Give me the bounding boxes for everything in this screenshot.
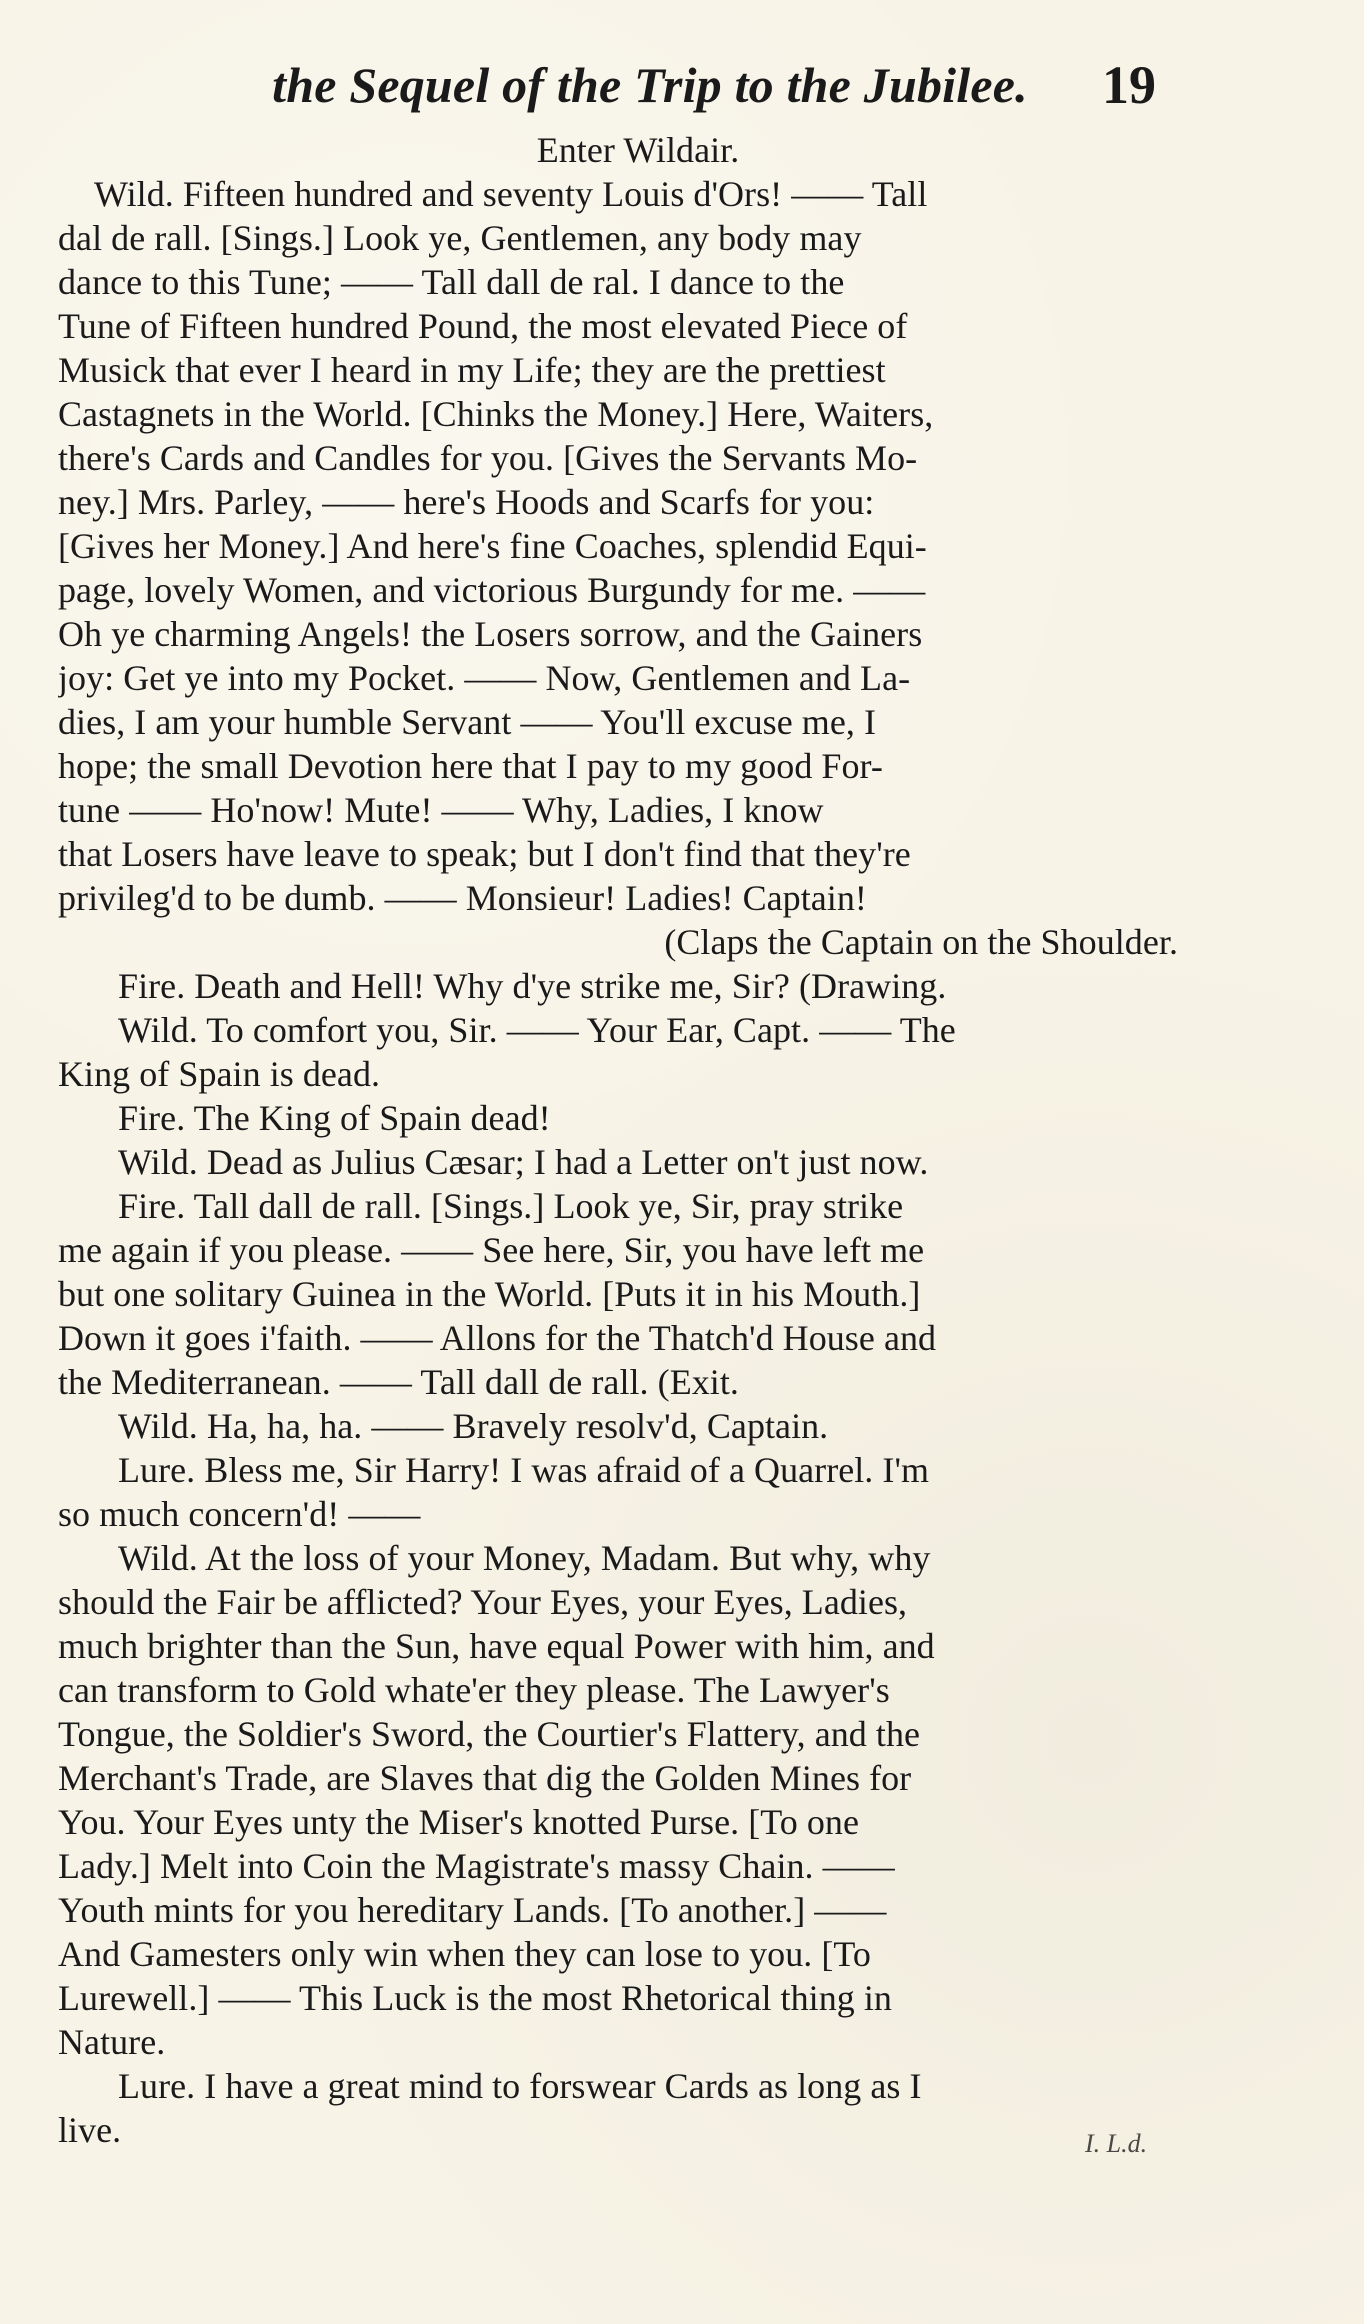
text-line: joy: Get ye into my Pocket. —— Now, Gentlemen and La- bbox=[58, 658, 911, 698]
text-line: dance to this Tune; —— Tall dall de ral. I dance to the bbox=[58, 262, 845, 302]
text-line: Wild. Dead as Julius Cæsar; I had a Letter on't just now. bbox=[118, 1142, 929, 1182]
text-line: You. Your Eyes unty the Miser's knotted Purse. [To one bbox=[58, 1802, 860, 1842]
text-line: Tongue, the Soldier's Sword, the Courtier's Flattery, and the bbox=[58, 1714, 921, 1754]
text-line: can transform to Gold whate'er they please. The Lawyer's bbox=[58, 1670, 890, 1710]
text-line: Youth mints for you hereditary Lands. [To another.] —— bbox=[58, 1890, 887, 1930]
text-line: Wild. At the loss of your Money, Madam. But why, why bbox=[118, 1538, 931, 1578]
text-line: dies, I am your humble Servant —— You'll excuse me, I bbox=[58, 702, 877, 742]
text-line: hope; the small Devotion here that I pay to my good For- bbox=[58, 746, 883, 786]
text-line: And Gamesters only win when they can lose to you. [To bbox=[58, 1934, 871, 1974]
text-line: Oh ye charming Angels! the Losers sorrow, and the Gainers bbox=[58, 614, 923, 654]
text-line: Lurewell.] —— This Luck is the most Rhetorical thing in bbox=[58, 1978, 892, 2018]
text-line: Enter Wildair. bbox=[536, 130, 740, 170]
running-head: the Sequel of the Trip to the Jubilee. bbox=[272, 57, 1028, 113]
text-line: much brighter than the Sun, have equal Power with him, and bbox=[58, 1626, 935, 1666]
text-line: Wild. Ha, ha, ha. —— Bravely resolv'd, Captain. bbox=[118, 1406, 829, 1446]
page-number: 19 bbox=[1102, 55, 1156, 115]
text-line: there's Cards and Candles for you. [Gives the Servants Mo- bbox=[58, 438, 918, 478]
text-line: Lure. Bless me, Sir Harry! I was afraid of a Quarrel. I'm bbox=[118, 1450, 930, 1490]
text-line: page, lovely Women, and victorious Burgundy for me. —— bbox=[58, 570, 926, 610]
text-line: live. bbox=[58, 2110, 122, 2150]
text-line: Lure. I have a great mind to forswear Cards as long as I bbox=[118, 2066, 922, 2106]
text-line: Tune of Fifteen hundred Pound, the most elevated Piece of bbox=[58, 306, 908, 346]
text-line: privileg'd to be dumb. —— Monsieur! Ladies! Captain! bbox=[58, 878, 867, 918]
text-line: Fire. Death and Hell! Why d'ye strike me, Sir? (Drawing. bbox=[118, 966, 947, 1006]
text-line: Musick that ever I heard in my Life; they are the prettiest bbox=[58, 350, 886, 390]
page-header bbox=[0, 55, 1364, 125]
text-line: Wild. To comfort you, Sir. —— Your Ear, Capt. —— The bbox=[118, 1010, 956, 1050]
text-line: dal de rall. [Sings.] Look ye, Gentlemen, any body may bbox=[58, 218, 862, 258]
text-line: [Gives her Money.] And here's fine Coaches, splendid Equi- bbox=[58, 526, 927, 566]
text-line: should the Fair be afflicted? Your Eyes, your Eyes, Ladies, bbox=[58, 1582, 908, 1622]
text-line: Fire. The King of Spain dead! bbox=[118, 1098, 551, 1138]
text-line: Wild. Fifteen hundred and seventy Louis d'Ors! —— Tall bbox=[94, 174, 928, 214]
text-line: so much concern'd! —— bbox=[58, 1494, 421, 1534]
text-line: Down it goes i'faith. —— Allons for the Thatch'd House and bbox=[58, 1318, 937, 1358]
text-line: that Losers have leave to speak; but I don't find that they're bbox=[58, 834, 911, 874]
text-line: King of Spain is dead. bbox=[58, 1054, 381, 1094]
text-line: Castagnets in the World. [Chinks the Money.] Here, Waiters, bbox=[58, 394, 934, 434]
catchword: I. L.d. bbox=[1085, 2129, 1148, 2158]
text-line: ney.] Mrs. Parley, —— here's Hoods and Scarfs for you: bbox=[58, 482, 875, 522]
text-line: Nature. bbox=[58, 2022, 166, 2062]
text-line: Merchant's Trade, are Slaves that dig the Golden Mines for bbox=[58, 1758, 912, 1798]
text-line: Lady.] Melt into Coin the Magistrate's massy Chain. —— bbox=[58, 1846, 895, 1886]
text-line: but one solitary Guinea in the World. [Puts it in his Mouth.] bbox=[58, 1274, 921, 1314]
text-line: tune —— Ho'now! Mute! —— Why, Ladies, I know bbox=[58, 790, 824, 830]
text-line: (Claps the Captain on the Shoulder. bbox=[664, 922, 1178, 962]
text-line: me again if you please. —— See here, Sir, you have left me bbox=[58, 1230, 925, 1270]
text-line: the Mediterranean. —— Tall dall de rall. (Exit. bbox=[58, 1362, 739, 1402]
text-block bbox=[58, 128, 1198, 2152]
text-line: Fire. Tall dall de rall. [Sings.] Look ye, Sir, pray strike bbox=[118, 1186, 904, 1226]
